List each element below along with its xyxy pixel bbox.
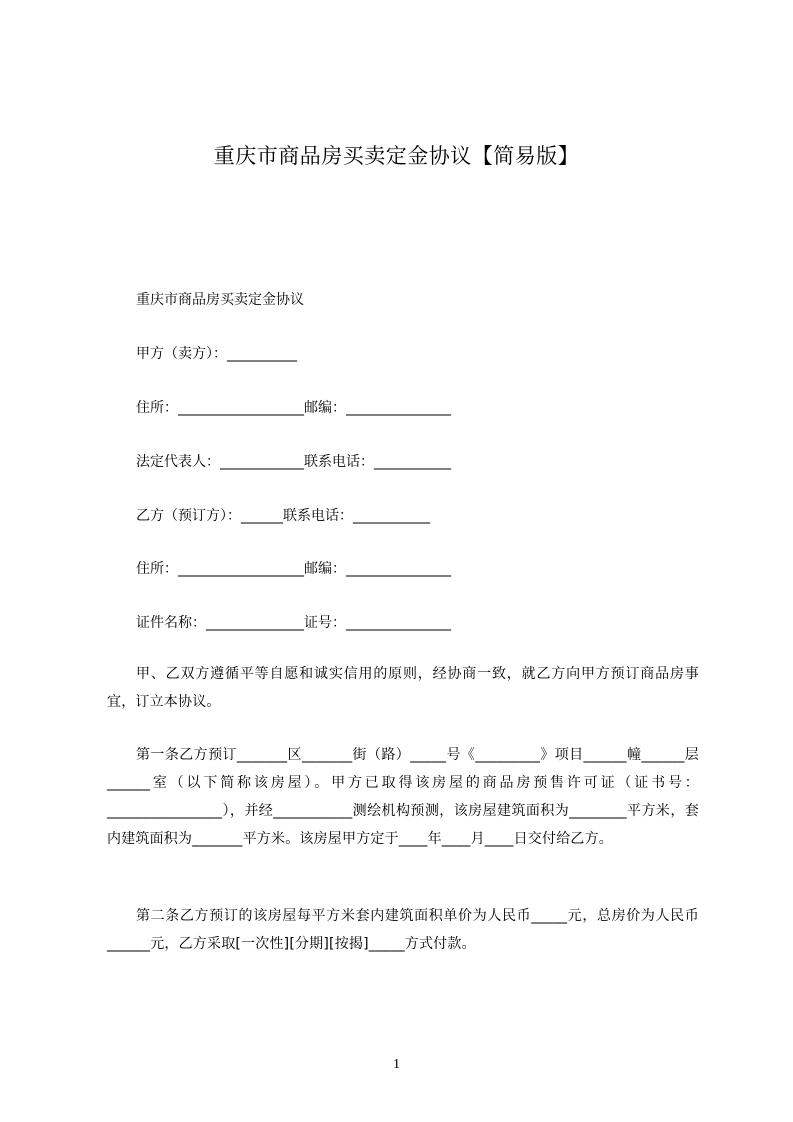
document-title: 重庆市商品房买卖定金协议【简易版】	[213, 144, 580, 168]
intro-paragraph: 甲、乙双方遵循平等自愿和诚实信用的原则，经协商一致，就乙方向甲方预订商品房事宜，订立本协议。	[107, 666, 699, 710]
party-a-line: 甲方（卖方）：__________	[136, 346, 297, 362]
party-a-representative-line: 法定代表人：____________联系电话：___________	[136, 454, 451, 470]
party-b-id-line: 证件名称：______________证号：_______________	[136, 615, 451, 631]
party-b-line: 乙方（预订方）：______联系电话：___________	[136, 508, 430, 524]
agreement-subtitle: 重庆市商品房买卖定金协议	[136, 292, 304, 308]
party-a-address-line: 住所：__________________邮编：_______________	[136, 400, 451, 416]
article-2-paragraph: 第二条乙方预订的该房屋每平方米套内建筑面积单价为人民币_____元，总房价为人民币______元，乙方采取[一次性][分期][按揭]_____方式付款。	[107, 908, 699, 952]
article-1-paragraph: 第一条乙方预订_______区_______街（路）_____号《_________》项目______幢______层______室（以下简称该房屋）。甲方已取得该房屋的商品房预售许可证（证书号：________________），并经___________测绘机构预测，该房屋建筑面积为________平方米，套内建筑面积为_______平方米。该房屋甲方定于____年____月____日交付给乙方。	[107, 747, 699, 847]
party-b-address-line: 住所：__________________邮编：_______________	[136, 561, 451, 577]
page-number: 1	[393, 1057, 400, 1072]
